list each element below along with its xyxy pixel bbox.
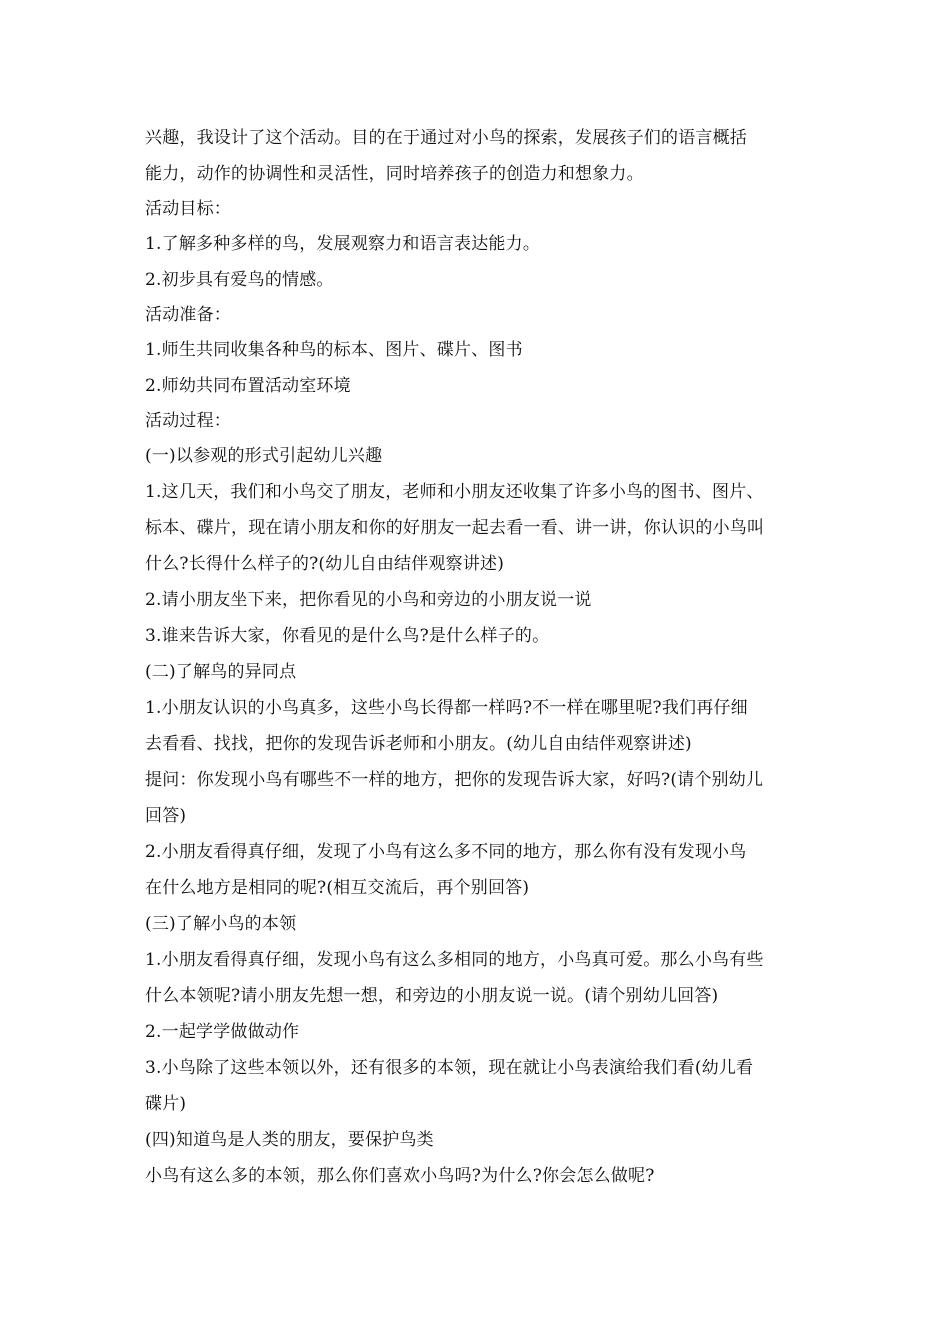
text-line: 兴趣，我设计了这个活动。目的在于通过对小鸟的探索，发展孩子们的语言概括 bbox=[145, 128, 747, 148]
text-line: 2.一起学学做做动作 bbox=[145, 1022, 300, 1042]
text-line: 在什么地方是相同的呢?(相互交流后，再个别回答) bbox=[145, 878, 530, 898]
text-line: 1.小朋友看得真仔细，发现小鸟有这么多相同的地方，小鸟真可爱。那么小鸟有些 bbox=[145, 950, 764, 970]
text-line: 碟片) bbox=[145, 1094, 187, 1114]
text-line: 能力，动作的协调性和灵活性，同时培养孩子的创造力和想象力。 bbox=[145, 164, 644, 184]
text-line: 1.小朋友认识的小鸟真多，这些小鸟长得都一样吗?不一样在哪里呢?我们再仔细 bbox=[145, 698, 748, 718]
section-heading: 活动准备： bbox=[145, 305, 231, 325]
text-line: 2.小朋友看得真仔细，发现了小鸟有这么多不同的地方，那么你有没有发现小鸟 bbox=[145, 842, 747, 862]
section-heading: 活动目标： bbox=[145, 199, 231, 219]
text-line: 2.初步具有爱鸟的情感。 bbox=[145, 270, 334, 290]
subsection-heading: (一)以参观的形式引起幼儿兴趣 bbox=[145, 446, 383, 466]
text-line: 什么本领呢?请小朋友先想一想，和旁边的小朋友说一说。(请个别幼儿回答) bbox=[145, 986, 719, 1006]
section-heading: 活动过程： bbox=[145, 411, 231, 431]
text-line: 2.师幼共同布置活动室环境 bbox=[145, 376, 351, 396]
subsection-heading: (四)知道鸟是人类的朋友，要保护鸟类 bbox=[145, 1130, 434, 1150]
document-page bbox=[145, 120, 813, 1194]
text-line: 1.这几天，我们和小鸟交了朋友，老师和小朋友还收集了许多小鸟的图书、图片、 bbox=[145, 482, 764, 502]
text-line: 3.小鸟除了这些本领以外，还有很多的本领，现在就让小鸟表演给我们看(幼儿看 bbox=[145, 1058, 754, 1078]
subsection-heading: (二)了解鸟的异同点 bbox=[145, 662, 297, 682]
text-line: 小鸟有这么多的本领，那么你们喜欢小鸟吗?为什么?你会怎么做呢? bbox=[145, 1166, 655, 1186]
text-line: 2.请小朋友坐下来，把你看见的小鸟和旁边的小朋友说一说 bbox=[145, 590, 592, 610]
text-line: 什么?长得什么样子的?(幼儿自由结伴观察讲述) bbox=[145, 554, 505, 574]
text-line: 去看看、找找，把你的发现告诉老师和小朋友。(幼儿自由结伴观察讲述) bbox=[145, 734, 692, 754]
text-line: 1.师生共同收集各种鸟的标本、图片、碟片、图书 bbox=[145, 340, 523, 360]
text-line: 3.谁来告诉大家，你看见的是什么鸟?是什么样子的。 bbox=[145, 626, 550, 646]
text-line: 1.了解多种多样的鸟，发展观察力和语言表达能力。 bbox=[145, 234, 541, 254]
text-line: 提问：你发现小鸟有哪些不一样的地方，把你的发现告诉大家，好吗?(请个别幼儿 bbox=[145, 770, 764, 790]
subsection-heading: (三)了解小鸟的本领 bbox=[145, 914, 297, 934]
text-line: 标本、碟片，现在请小朋友和你的好朋友一起去看一看、讲一讲，你认识的小鸟叫 bbox=[145, 518, 765, 538]
text-line: 回答) bbox=[145, 806, 187, 826]
